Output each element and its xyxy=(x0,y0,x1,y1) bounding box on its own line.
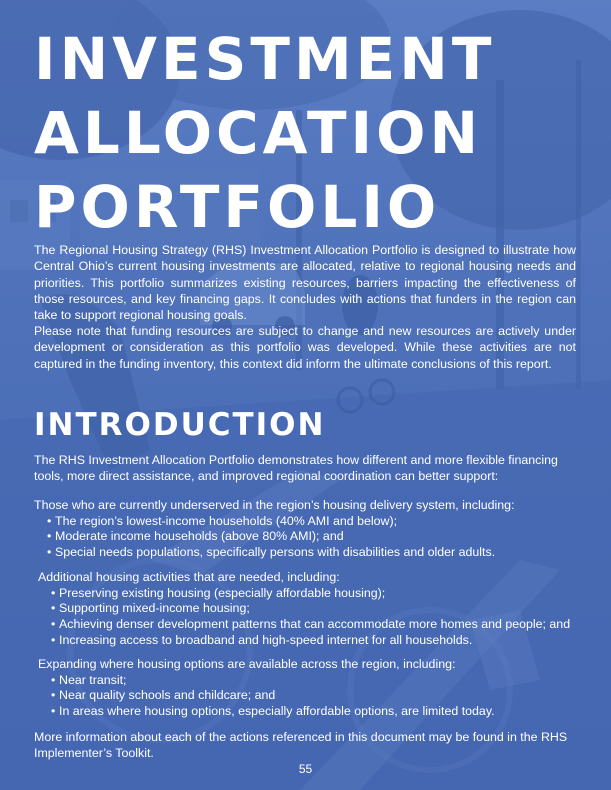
bullet-list xyxy=(34,514,579,561)
page-number: 55 xyxy=(298,762,313,776)
list-item: • Near quality schools and childcare; and xyxy=(38,688,583,704)
list-item: • Moderate income households (above 80% AMI); and xyxy=(34,529,579,545)
closing-paragraph: More information about each of the actions referenced in this document may be found in the RHS Implementer’s Toolkit. xyxy=(34,730,568,761)
bullet-list xyxy=(38,586,583,649)
section-heading: INTRODUCTION xyxy=(34,407,326,443)
intro-paragraph: Please note that funding resources are subject to change and new resources are actively under development or consideration as this portfolio was developed. While these activities are not captured in the funding inventory, this context did inform the ultimate conclusions of this report. xyxy=(34,324,576,371)
bullet-group xyxy=(34,498,579,561)
list-item: • Preserving existing housing (especially affordable housing); xyxy=(38,586,583,602)
bullet-list xyxy=(38,673,583,720)
page-title xyxy=(34,22,594,244)
title-line: PORTFOLIO xyxy=(34,173,441,241)
intro-paragraph: The Regional Housing Strategy (RHS) Investment Allocation Portfolio is designed to illustrate how Central Ohio’s current housing investments are allocated, relative to regional housing needs and priorities. This portfolio summarizes existing resources, barriers impacting the effectiveness of those resources, and key financing gaps. It concludes with actions that funders in the region can take to support regional housing goals. xyxy=(34,243,576,323)
list-item: • Increasing access to broadband and high-speed internet for all households. xyxy=(38,633,583,649)
section-lead-paragraph: The RHS Investment Allocation Portfolio demonstrates how different and more flexible financing tools, more direct assistance, and improved regional coordination can better support: xyxy=(34,453,558,484)
list-item: • In areas where housing options, especially affordable options, are limited today. xyxy=(38,704,583,720)
bullet-group xyxy=(38,570,583,649)
bullet-group xyxy=(38,657,583,720)
list-item: • Supporting mixed-income housing; xyxy=(38,601,583,617)
bullet-group-title: Those who are currently underserved in the region’s housing delivery system, including: xyxy=(34,498,515,512)
list-item: • Special needs populations, specifically persons with disabilities and older adults. xyxy=(34,545,579,561)
list-item: • Near transit; xyxy=(38,673,583,689)
list-item: • The region’s lowest-income households (40% AMI and below); xyxy=(34,514,579,530)
title-line: ALLOCATION xyxy=(34,99,482,167)
list-item: • Achieving denser development patterns that can accommodate more homes and people; and xyxy=(38,617,583,633)
title-line: INVESTMENT xyxy=(34,25,496,93)
bullet-group-title: Expanding where housing options are available across the region, including: xyxy=(38,657,456,671)
bullet-group-title: Additional housing activities that are needed, including: xyxy=(38,570,340,584)
